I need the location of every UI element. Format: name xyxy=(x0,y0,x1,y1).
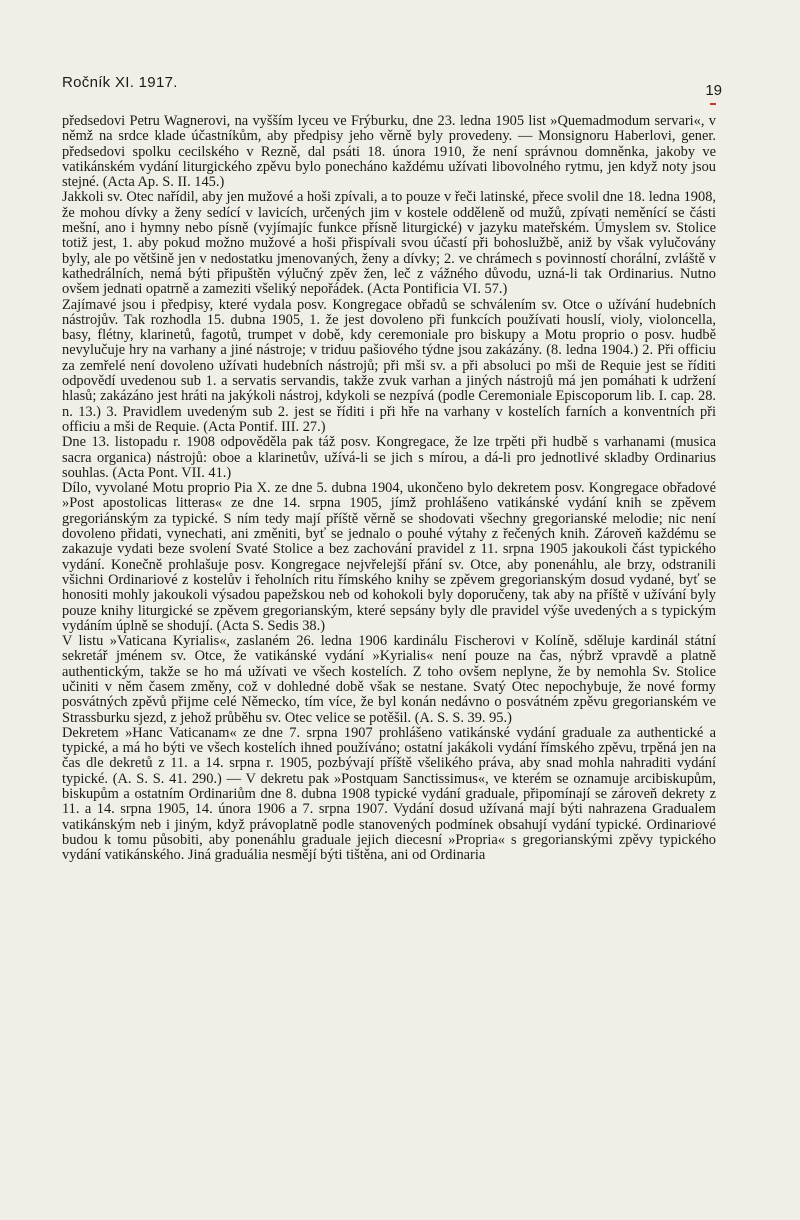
running-head: Ročník XI. 1917. xyxy=(62,74,178,91)
page-mark xyxy=(710,103,716,105)
page-number: 19 xyxy=(705,82,722,99)
paragraph: Jakkoli sv. Otec nařídil, aby jen mužové a hoši zpívali, a to pouze v řeči latinské, přece svolil dne 18. ledna 1908, že mohou dívky a ženy sedící v lavicích, určených jim v kostele odděleně od mužů, zpívati neměnící se části mešní, ano i hymny nebo písně (vyjímajíc funkce přísně liturgické) v jazyku mateřském. Úmyslem sv. Stolice totiž jest, 1. aby pokud možno mužové a hoši přispívali svou účastí při bohoslužbě, aniž by však vylučovány byly, ale po většině jen v nedostatku jmenovaných, ženy a dívky; 2. ve chrámech s povinností chorální, zvláště v kathedrálních, nemá býti připuštěn výlučný zpěv žen, leč z vážného důvodu, uzná-li tak Ordinarius. Nutno ovšem jednati opatrně a zameziti všeliký nepořádek. (Acta Pontificia VI. 57.) xyxy=(62,189,716,298)
paragraph: Dne 13. listopadu r. 1908 odpověděla pak táž posv. Kongregace, že lze trpěti při hudbě s varhanami (musica sacra organica) nástrojů: oboe a klarinetův, užívá-li se jich s mírou, a dá-li pro jednotlivé skladby Ordinarius souhlas. (Acta Pont. VII. 41.) xyxy=(62,434,716,481)
body-text xyxy=(62,114,716,864)
paragraph: předsedovi Petru Wagnerovi, na vyšším lyceu ve Frýburku, dne 23. ledna 1905 list »Quemadmodum servari«, v němž na srdce klade účastníkům, aby předpisy jeho věrně byly provedeny. — Monsignoru Haberlovi, gener. předsedovi spolku cecilského v Rezně, dal psáti 18. února 1910, že není správnou domněnka, jakoby ve vatikánském vydání liturgického zpěvu bylo ponecháno každému užívati libovolného rytmu, jen když noty jsou stejné. (Acta Ap. S. II. 145.) xyxy=(62,113,716,191)
paragraph: V listu »Vaticana Kyrialis«, zaslaném 26. ledna 1906 kardinálu Fischerovi v Kolíně, sděluje kardinál státní sekretář jménem sv. Otce, že vatikánské vydání »Kyrialis« není pouze na čas, nýbrž vpravdě a platně authentickým, takže se ho má užívati ve všech kostelích. Z toho ovšem neplyne, že by nemohla Sv. Stolice učiniti v něm časem změny, což v dohledné době však se nestane. Svatý Otec nepochybuje, že nové formy posvátných zpěvů přijme celé Německo, tím více, že byl konán nedávno o posvátném zpěvu gregorianském ve Strassburku sjezd, z jehož průběhu sv. Otec velice se potěšil. (A. S. S. 39. 95.) xyxy=(62,633,716,726)
paragraph: Dekretem »Hanc Vaticanam« ze dne 7. srpna 1907 prohlášeno vatikánské vydání graduale za authentické a typické, a má ho býti ve všech kostelích ihned používáno; ostatní jakákoli vydání římského zpěvu, trpěná jen na čas dle dekretů z 11. a 14. srpna r. 1905, pozbývají příště všelikého práva, aby snad mohla nahraditi vydání typické. (A. S. S. 41. 290.) — V dekretu pak »Postquam Sanctissimus«, ve kterém se oznamuje arcibiskupům, biskupům a ostatním Ordinariům dne 8. dubna 1908 typické vydání graduale, připomínají se zároveň dekrety z 11. a 14. srpna 1905, 14. února 1906 a 7. srpna 1907. Vydání dosud užívaná mají býti nahrazena Gradualem vatikánským neb i jiným, když právoplatně podle stanovených podmínek obsahují vydání typické. Ordinariové budou k tomu působiti, aby ponenáhlu graduale jejich diecesní »Propria« s gregorianskými zpěvy typického vydání vatikánského. Jiná graduália nesmějí býti tištěna, ani od Ordinaria xyxy=(62,724,716,864)
paragraph: Dílo, vyvolané Motu proprio Pia X. ze dne 5. dubna 1904, ukončeno bylo dekretem posv. Kongregace obřadové »Post apostolicas litteras« ze dne 14. srpna 1905, jímž prohlášeno vatikánské vydání knih se zpěvem gregoriánským za typické. S ním tedy mají příště věrně se shodovati všechny gregorianské melodie; nic není dovoleno přidati, vynechati, ani změniti, byť se jednalo o pouhé výtahy z řečených knih. Zároveň každému se zakazuje vydati beze svolení Svaté Stolice a bez zachování pravidel z 11. srpna 1905 jakoukoli část typického vydání. Konečně prohlašuje posv. Kongregace nejvřelejší přání sv. Otce, aby ponenáhlu, ale brzy, odstranili všichni Ordinariové z kostelův i řeholních ritu římského knihy se zpěvem gregorianským dosud vydané, byť se honositi mohly jakoukoli výsadou papežskou neb od kohokoli byly doporučeny, tak aby na příště v užívání byly pouze knihy liturgické se zpěvem gregorianským, které sepsány byly dle pravidel výše uvedených a s typickým vydáním úplně se shodují. (Acta S. Sedis 38.) xyxy=(62,480,716,634)
paragraph: Zajímavé jsou i předpisy, které vydala posv. Kongregace obřadů se schválením sv. Otce o užívání hudebních nástrojův. Tak rozhodla 15. dubna 1905, 1. že jest dovoleno při funkcích používati houslí, violy, violoncella, basy, flétny, klarinetů, fagotů, trumpet v době, kdy ceremoniale pro biskupy a Motu proprio o posv. hudbě nevylučuje hry na varhany a jiné nástroje; v triduu pašiového týdne jsou zakázány. (8. ledna 1904.) 2. Při officiu za zemřelé není dovoleno užívati hudebních nástrojů; při mši sv. a při absoluci po mši de Requie jest se říditi odpovědí uvedenou sub 1. a servatis servandis, takže zvuk varhan a jiných nástrojů má jen pomáhati k udržení hlasů; zakázáno jest hráti na jakýkoli nástroj, kdykoli se nezpívá (podle Ceremoniale Episcoporum lib. I. cap. 28. n. 13.) 3. Pravidlem uvedeným sub 2. jest se říditi i při hře na varhany v kostelích farních a konventních při officiu a mši de Requie. (Acta Pontif. III. 27.) xyxy=(62,296,716,435)
page-header xyxy=(62,66,722,99)
